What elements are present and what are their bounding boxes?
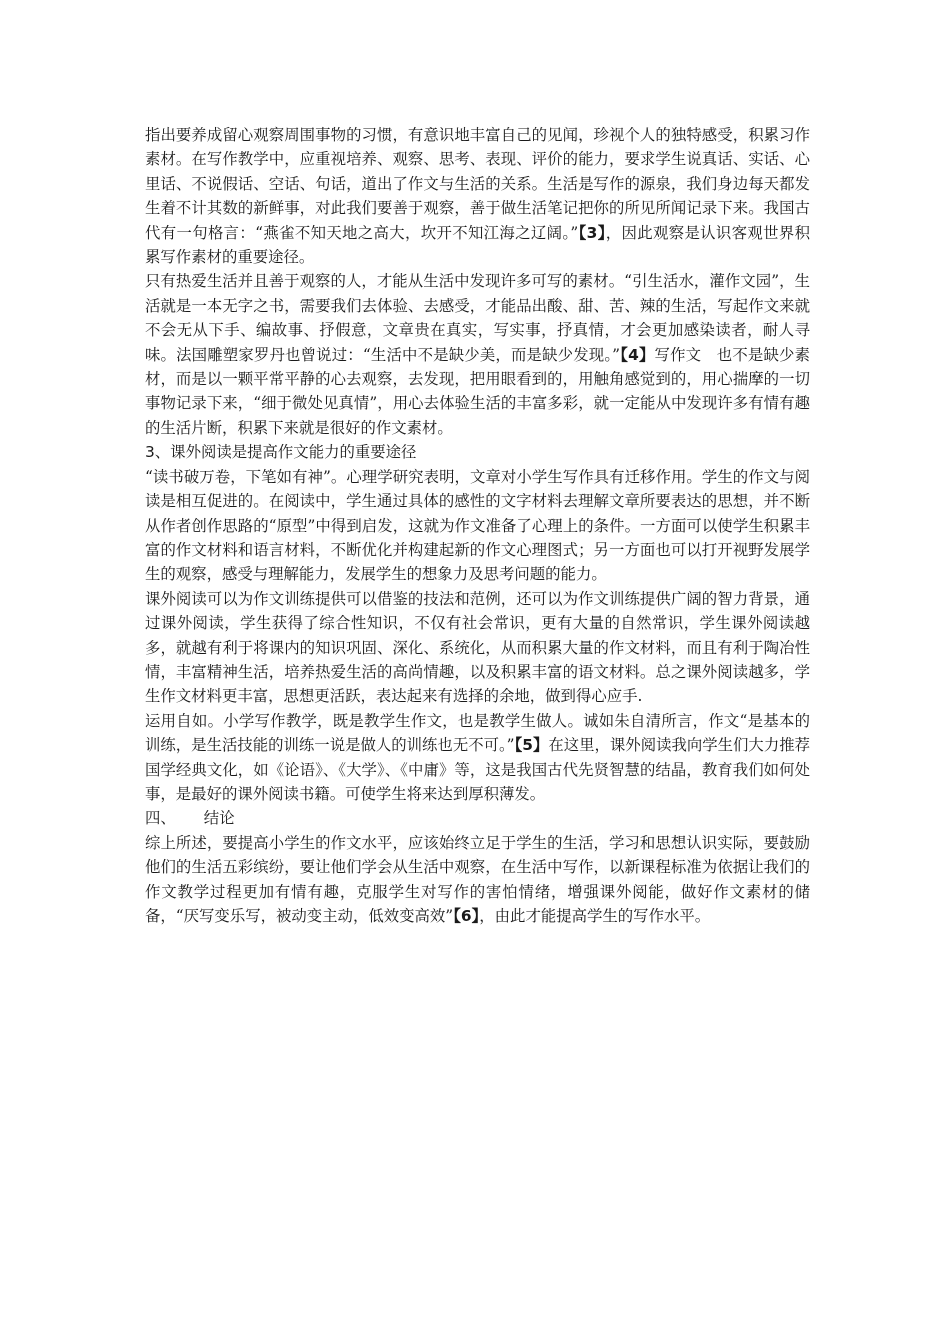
citation-ref-6: 【6】	[453, 907, 480, 925]
section-number: 四、	[145, 809, 176, 828]
section-heading-3: 3、课外阅读是提高作文能力的重要途径	[145, 443, 417, 462]
citation-ref-5: 【5】	[514, 736, 549, 755]
paragraph-observation	[145, 123, 810, 269]
citation-ref-3: 【3】	[578, 223, 606, 242]
paragraph-text: 只有热爱生活并且善于观察的人，才能从生活中发现许多可写的素材。“引生活水，灌作文园”，生活就是一本无字之书，需要我们去体验、去感受，才能品出酸、甜、苦、辣的生活，写起作文来就不会无从下手、编故事、抒假意，文章贵在真实，写实事，抒真情，才会更加感染读者，耐人寻味。法国雕塑家罗丹也曾说过：“生活中不是缺少美，而是缺少发现。”	[145, 272, 810, 364]
paragraph-text: 写作文 也不是缺少素材，而是以一颗平常平静的心去观察，去发现，把用眼看到的，用触角感觉到的，用心揣摩的一切事物记录下来，“细于微处见真情”，用心去体验生活的丰富多彩，就一定能从中发现许多有情有趣的生活片断，积累下来就是很好的作文素材。	[145, 345, 810, 437]
paragraph-text: 在这里，课外阅读我向学生们大力推荐国学经典文化，如《论语》、《大学》、《中庸》等，这是我国古代先贤智慧的结晶，教育我们如何处事，是最好的课外阅读书籍。可使学生将来达到厚积薄发。	[145, 736, 810, 803]
paragraph-text: 运用自如。小学写作教学，既是教学生作文，也是教学生做人。诚如朱自清所言，作文“是基本的训练，是生活技能的训练一说是做人的训练也无不可。”	[145, 711, 810, 755]
section-title: 结论	[203, 809, 235, 828]
paragraph-conclusion	[145, 831, 810, 929]
paragraph-classics	[145, 709, 810, 807]
citation-ref-4: 【4】	[620, 345, 655, 364]
paragraph-text: 综上所述，要提高小学生的作文水平，应该始终立足于学生的生活，学习和思想认识实际，要鼓励他们的生活五彩缤纷，要让他们学会从生活中观察，在生活中写作，以新课程标准为依据让我们的作文教学过程更加有情有趣，克服学生对写作的害怕情绪，增强课外阅能，做好作文素材的储备，“厌写变乐写，被动变主动，低效变高效”	[145, 833, 810, 925]
paragraph-text: ，由此才能提高学生的写作水平。	[479, 907, 711, 925]
paragraph-reading-transfer: “读书破万卷，下笔如有神”。心理学研究表明，文章对小学生写作具有迁移作用。学生的作文与阅读是相互促进的。在阅读中，学生通过具体的感性的文字材料去理解文章所要表达的思想，并不断从作者创作思路的“原型”中得到启发，这就为作文准备了心理上的条件。一方面可以使学生积累丰富的作文材料和语言材料，不断优化并构建起新的作文心理图式；另一方面也可以打开视野发展学生的观察，感受与理解能力，发展学生的想象力及思考问题的能力。	[145, 467, 810, 584]
document-body	[145, 123, 810, 928]
section-heading-conclusion	[145, 806, 810, 830]
paragraph-love-life	[145, 269, 810, 440]
paragraph-reading-benefits: 课外阅读可以为作文训练提供可以借鉴的技法和范例，还可以为作文训练提供广阔的智力背景，通过课外阅读，学生获得了综合性知识，不仅有社会常识，更有大量的自然常识，学生课外阅读越多，就越有利于将课内的知识巩固、深化、系统化，从而积累大量的作文材料，而且有利于陶冶性情，丰富精神生活，培养热爱生活的高尚情趣，以及积累丰富的语文材料。总之课外阅读越多，学生作文材料更丰富，思想更活跃，表达起来有选择的余地，做到得心应手.	[145, 589, 810, 706]
paragraph-text: 指出要养成留心观察周围事物的习惯，有意识地丰富自己的见闻，珍视个人的独特感受，积累习作素材。在写作教学中，应重视培养、观察、思考、表现、评价的能力，要求学生说真话、实话、心里话、不说假话、空话、句话，道出了作文与生活的关系。生活是写作的源泉，我们身边每天都发生着不计其数的新鲜事，对此我们要善于观察，善于做生活笔记把你的所见所闻记录下来。我国古代有一句格言：“燕雀不知天地之高大，坎开不知江海之辽阔。”	[145, 126, 810, 242]
paragraph-text: ，因此观察是认识客观世界积累写作素材的重要途径。	[145, 223, 810, 267]
